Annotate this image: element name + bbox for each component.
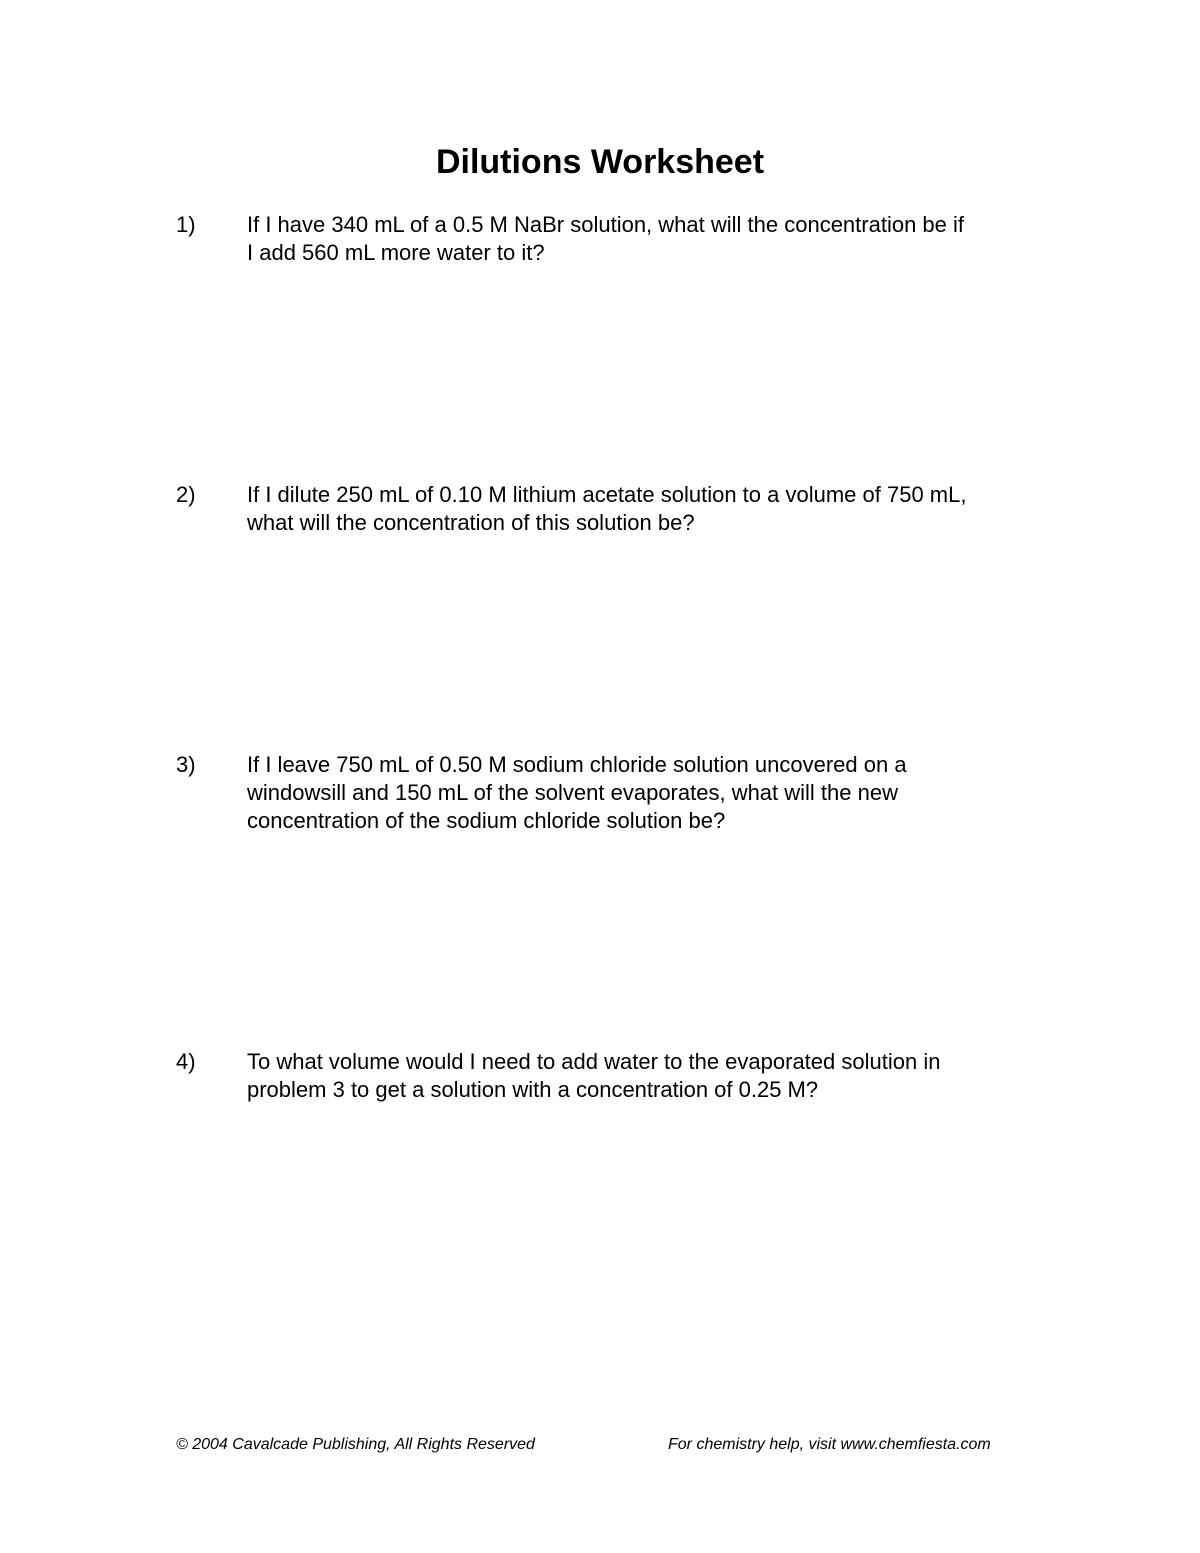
question-text-line: If I have 340 mL of a 0.5 M NaBr solution, what will the concentration be if xyxy=(247,212,965,237)
question-text-line: what will the concentration of this solution be? xyxy=(247,510,695,535)
question-text-line: I add 560 mL more water to it? xyxy=(247,240,545,265)
question-text xyxy=(247,211,1047,267)
question-number: 4) xyxy=(176,1049,196,1074)
question-text-line: windowsill and 150 mL of the solvent evaporates, what will the new xyxy=(247,780,898,805)
question-text-line: If I dilute 250 mL of 0.10 M lithium acetate solution to a volume of 750 mL, xyxy=(247,482,967,507)
question-text-line: To what volume would I need to add water to the evaporated solution in xyxy=(247,1049,941,1074)
footer-copyright: © 2004 Cavalcade Publishing, All Rights Reserved xyxy=(176,1436,535,1453)
worksheet-title: Dilutions Worksheet xyxy=(435,143,765,181)
question-text xyxy=(247,751,1047,835)
question-text-line: concentration of the sodium chloride solution be? xyxy=(247,808,726,833)
footer-help-link: For chemistry help, visit www.chemfiesta.com xyxy=(668,1436,991,1453)
question-number: 1) xyxy=(176,212,196,237)
question-text xyxy=(247,1048,1047,1104)
question-text-line: problem 3 to get a solution with a concentration of 0.25 M? xyxy=(247,1077,819,1102)
question-text xyxy=(247,481,1047,537)
question-number: 2) xyxy=(176,482,196,507)
question-number: 3) xyxy=(176,752,196,777)
question-text-line: If I leave 750 mL of 0.50 M sodium chloride solution uncovered on a xyxy=(247,752,907,777)
